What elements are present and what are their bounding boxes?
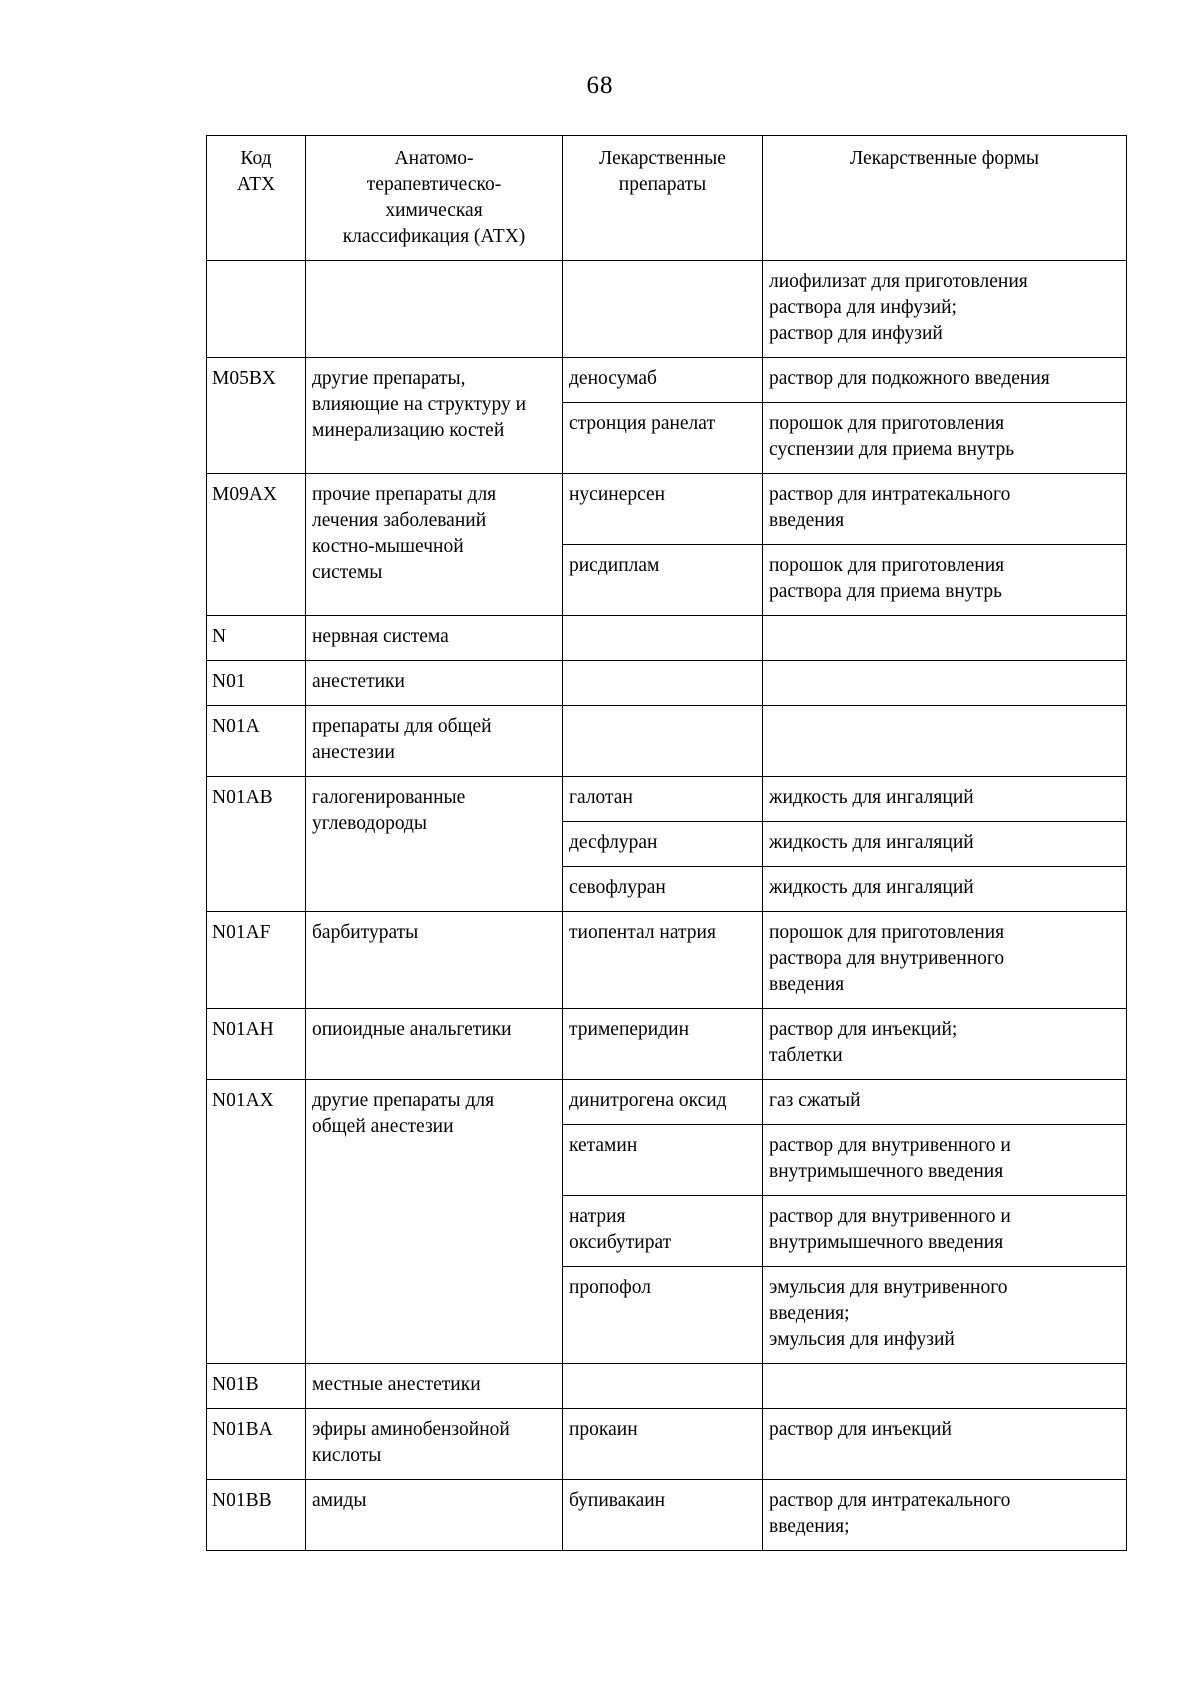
dosage-form-cell <box>763 661 1127 706</box>
dosage-form-cell: раствор для внутривенного и внутримышечного введения <box>763 1125 1127 1196</box>
drug-cell <box>563 661 763 706</box>
atx-code-cell: N01AX <box>207 1080 306 1364</box>
drug-cell <box>563 261 763 358</box>
table-row <box>207 261 1127 358</box>
drug-cell: бупивакаин <box>563 1480 763 1551</box>
drug-cell: деносумаб <box>563 358 763 403</box>
drug-cell: галотан <box>563 777 763 822</box>
table-row <box>207 777 1127 822</box>
atx-classification-cell <box>306 261 563 358</box>
dosage-form-cell: раствор для внутривенного и внутримышечного введения <box>763 1196 1127 1267</box>
atx-classification-cell: другие препараты для общей анестезии <box>306 1080 563 1364</box>
dosage-form-cell: жидкость для ингаляций <box>763 822 1127 867</box>
drug-cell: натрия оксибутират <box>563 1196 763 1267</box>
header-classification: Анатомо- терапевтическо- химическая классификация (АТХ) <box>306 136 563 261</box>
atx-code-cell: M05BX <box>207 358 306 474</box>
atx-classification-cell: другие препараты, влияющие на структуру и минерализацию костей <box>306 358 563 474</box>
table-row <box>207 358 1127 403</box>
table-row <box>207 1409 1127 1480</box>
atx-code-cell: N01A <box>207 706 306 777</box>
atx-table <box>206 135 1127 1551</box>
dosage-form-cell: жидкость для ингаляций <box>763 867 1127 912</box>
atx-code-cell: N01AF <box>207 912 306 1009</box>
dosage-form-cell: порошок для приготовления суспензии для приема внутрь <box>763 403 1127 474</box>
table-row <box>207 912 1127 1009</box>
dosage-form-cell: порошок для приготовления раствора для приема внутрь <box>763 545 1127 616</box>
dosage-form-cell: жидкость для ингаляций <box>763 777 1127 822</box>
atx-code-cell: N01BA <box>207 1409 306 1480</box>
header-forms: Лекарственные формы <box>763 136 1127 261</box>
atx-code-cell: N01AH <box>207 1009 306 1080</box>
dosage-form-cell: лиофилизат для приготовления раствора для инфузий; раствор для инфузий <box>763 261 1127 358</box>
atx-code-cell: N01BB <box>207 1480 306 1551</box>
drug-cell: рисдиплам <box>563 545 763 616</box>
drug-cell: пропофол <box>563 1267 763 1364</box>
table-row <box>207 1364 1127 1409</box>
atx-classification-cell: барбитураты <box>306 912 563 1009</box>
table-row <box>207 616 1127 661</box>
dosage-form-cell: порошок для приготовления раствора для внутривенного введения <box>763 912 1127 1009</box>
drug-cell: прокаин <box>563 1409 763 1480</box>
table-row <box>207 661 1127 706</box>
dosage-form-cell: раствор для интратекального введения; <box>763 1480 1127 1551</box>
dosage-form-cell: газ сжатый <box>763 1080 1127 1125</box>
dosage-form-cell: раствор для интратекального введения <box>763 474 1127 545</box>
atx-code-cell: N <box>207 616 306 661</box>
drug-cell: севофлуран <box>563 867 763 912</box>
dosage-form-cell <box>763 1364 1127 1409</box>
atx-classification-cell: опиоидные анальгетики <box>306 1009 563 1080</box>
table-row <box>207 1080 1127 1125</box>
dosage-form-cell <box>763 706 1127 777</box>
table-row <box>207 1480 1127 1551</box>
table-row <box>207 474 1127 545</box>
atx-code-cell: N01B <box>207 1364 306 1409</box>
drug-cell: нусинерсен <box>563 474 763 545</box>
atx-classification-cell: амиды <box>306 1480 563 1551</box>
atx-classification-cell: местные анестетики <box>306 1364 563 1409</box>
atx-classification-cell: анестетики <box>306 661 563 706</box>
drug-cell: динитрогена оксид <box>563 1080 763 1125</box>
drug-cell: кетамин <box>563 1125 763 1196</box>
header-code: Код АТХ <box>207 136 306 261</box>
atx-classification-cell: галогенированные углеводороды <box>306 777 563 912</box>
atx-classification-cell: нервная система <box>306 616 563 661</box>
table-body <box>207 261 1127 1551</box>
table-row <box>207 1009 1127 1080</box>
drug-cell <box>563 1364 763 1409</box>
atx-code-cell: N01AB <box>207 777 306 912</box>
atx-code-cell <box>207 261 306 358</box>
atx-classification-cell: препараты для общей анестезии <box>306 706 563 777</box>
drug-cell: тримеперидин <box>563 1009 763 1080</box>
atx-classification-cell: эфиры аминобензойной кислоты <box>306 1409 563 1480</box>
atx-code-cell: M09AX <box>207 474 306 616</box>
atx-code-cell: N01 <box>207 661 306 706</box>
drug-cell: стронция ранелат <box>563 403 763 474</box>
page-number: 68 <box>586 72 614 99</box>
drug-cell <box>563 616 763 661</box>
header-drugs: Лекарственные препараты <box>563 136 763 261</box>
dosage-form-cell: раствор для подкожного введения <box>763 358 1127 403</box>
dosage-form-cell: раствор для инъекций <box>763 1409 1127 1480</box>
table-row <box>207 706 1127 777</box>
dosage-form-cell: раствор для инъекций; таблетки <box>763 1009 1127 1080</box>
drug-cell: тиопентал натрия <box>563 912 763 1009</box>
atx-classification-cell: прочие препараты для лечения заболеваний костно-мышечной системы <box>306 474 563 616</box>
drug-cell <box>563 706 763 777</box>
dosage-form-cell: эмульсия для внутривенного введения; эмульсия для инфузий <box>763 1267 1127 1364</box>
table-header-row <box>207 136 1127 261</box>
dosage-form-cell <box>763 616 1127 661</box>
drug-cell: десфлуран <box>563 822 763 867</box>
